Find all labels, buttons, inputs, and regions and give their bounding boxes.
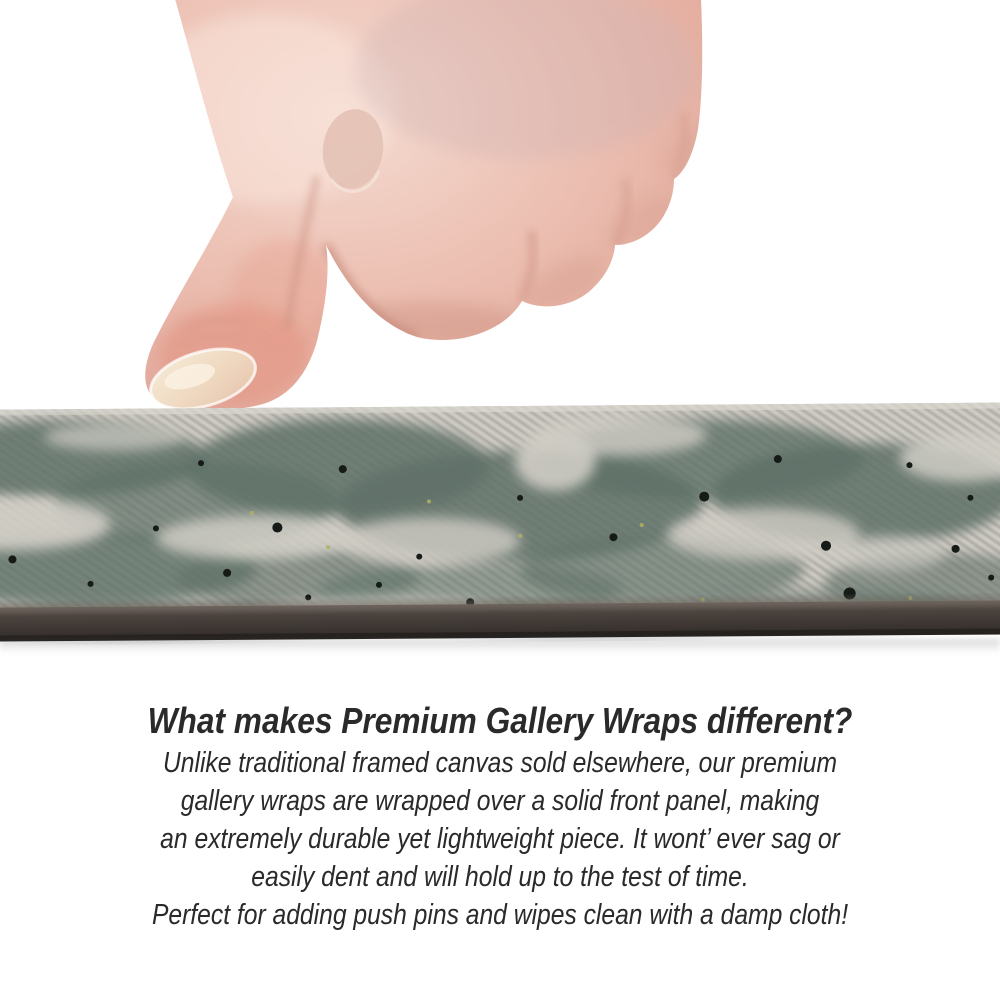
caption-heading: What makes Premium Gallery Wraps different? xyxy=(147,700,853,741)
caption-line-1: Unlike traditional framed canvas sold elsewhere, our premium xyxy=(162,747,838,779)
caption-line-5: Perfect for adding push pins and wipes clean with a damp cloth! xyxy=(151,899,849,931)
canvas-texture xyxy=(0,402,1000,645)
caption-block xyxy=(0,698,1000,934)
canvas-edge xyxy=(0,596,1000,641)
canvas-strip xyxy=(0,402,1000,645)
hand-photo xyxy=(95,0,705,418)
strip-shadow xyxy=(0,639,1000,653)
caption-line-4: easily dent and will hold up to the test of time. xyxy=(251,861,749,893)
caption-line-2: gallery wraps are wrapped over a solid front panel, making xyxy=(180,785,820,817)
hand-illustration xyxy=(95,0,705,418)
caption-line-3: an extremely durable yet lightweight piece. It wont’ ever sag or xyxy=(160,823,840,855)
